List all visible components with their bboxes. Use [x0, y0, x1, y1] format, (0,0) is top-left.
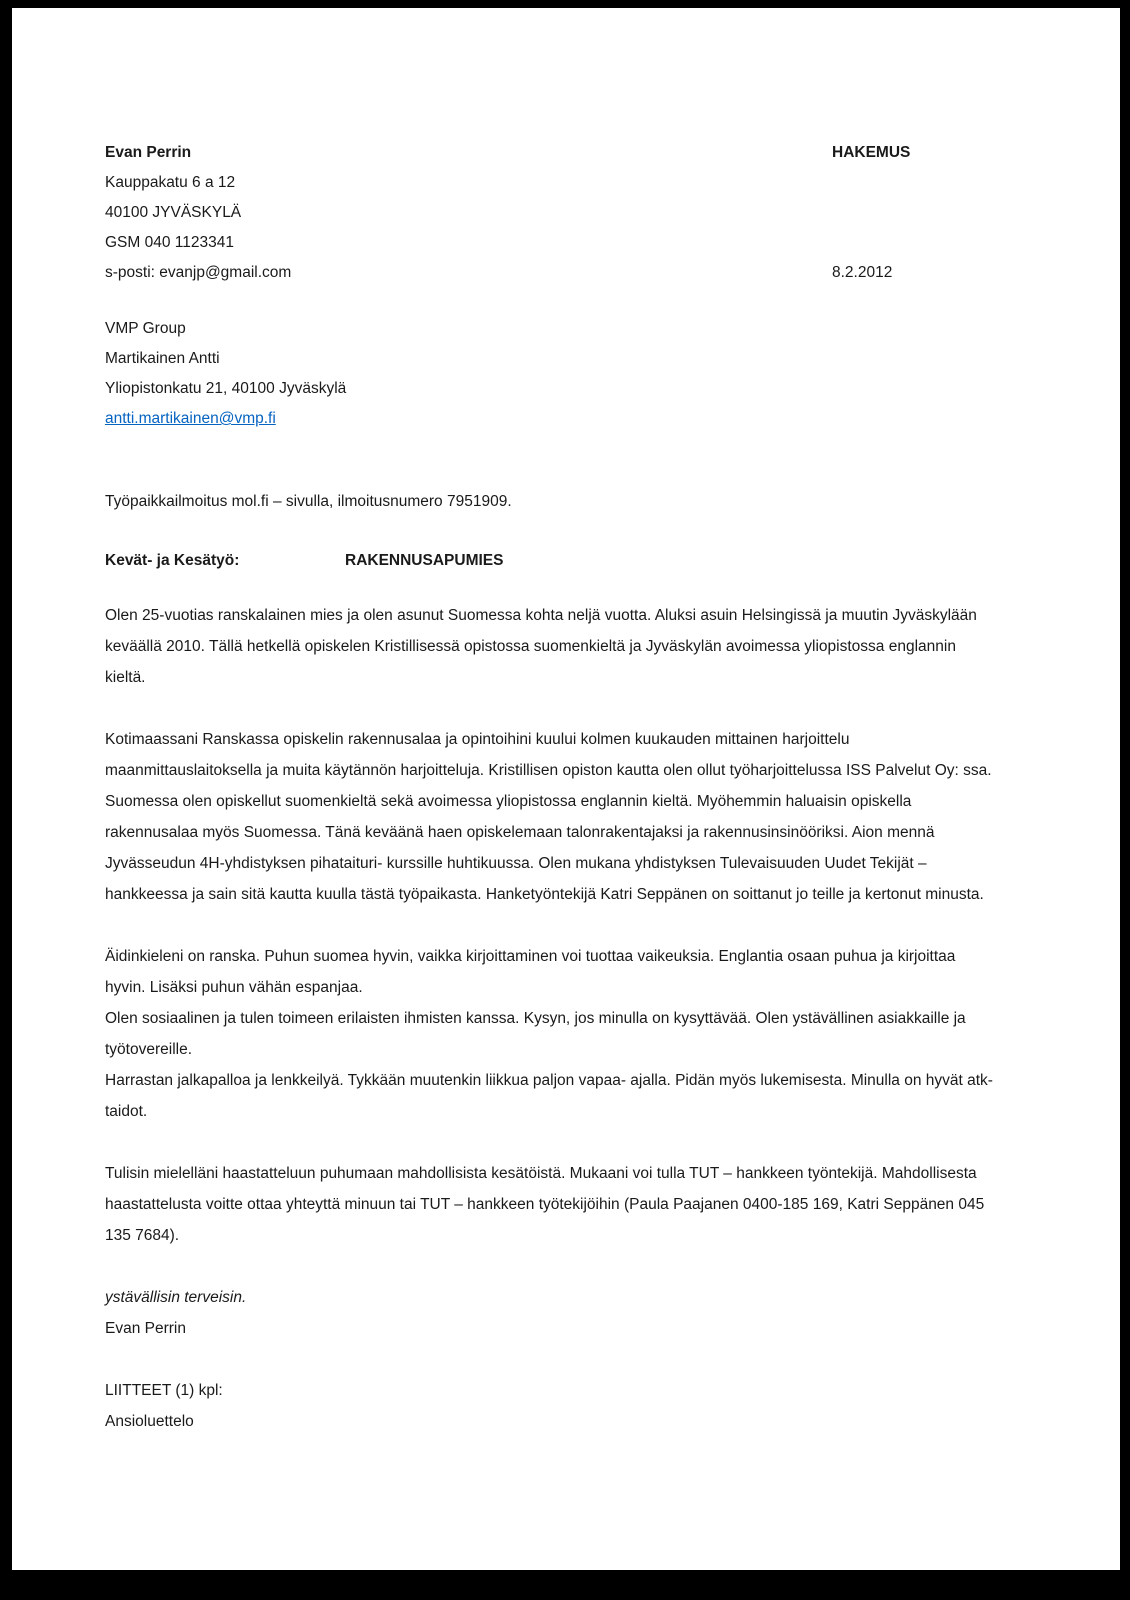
attachment-item: Ansioluettelo	[105, 1413, 194, 1430]
attachments-block	[105, 1375, 1000, 1437]
paragraph-text: Äidinkieleni on ranska. Puhun suomea hyvin, vaikka kirjoittaminen voi tuottaa vaikeuksia. Englantia osaan puhua ja kirjoittaa hyvin. Lisäksi puhun vähän espanjaa.	[105, 948, 956, 996]
paragraph-text: Kotimaassani Ranskassa opiskelin rakennusalaa ja opintoihini kuului kolmen kuukauden mittainen harjoittelu maanmittauslaitoksella ja muita käytännön harjoitteluja. Kristillisen opiston kautta olen ollut työharjoittelussa ISS Palvelut Oy: ssa. Suomessa olen opiskellut suomenkieltä sekä avoimessa yliopistossa englannin kieltä. Myöhemmin haluaisin opiskella rakennusalaa myös Suomessa. Tänä keväänä haen opiskelemaan talonrakentajaksi ja rakennusinsinööriksi. Aion mennä Jyvässeudun 4H-yhdistyksen pihataituri- kurssille huhtikuussa. Olen mukana yhdistyksen Tulevaisuuden Uudet Tekijät – hankkeessa ja sain sitä kautta kuulla tästä työpaikasta. Hanketyöntekijä Katri Seppänen on soittanut jo teille ja kertonut minusta.	[105, 731, 992, 903]
recipient-address: Yliopistonkatu 21, 40100 Jyväskylä	[105, 380, 347, 397]
paragraph-interview	[105, 1158, 1000, 1251]
letter-page	[12, 8, 1120, 1570]
letter-content	[105, 138, 1000, 1437]
attachments-label: LIITTEET (1) kpl:	[105, 1382, 223, 1399]
paragraph-text: Harrastan jalkapalloa ja lenkkeilyä. Tykkään muutenkin liikkua paljon vapaa- ajalla. Pidän myös lukemisesta. Minulla on hyvät atk-taidot.	[105, 1072, 993, 1120]
recipient-email-link[interactable]: antti.martikainen@vmp.fi	[105, 410, 276, 427]
document-date: 8.2.2012	[832, 264, 893, 281]
subject-title: RAKENNUSAPUMIES	[345, 552, 504, 569]
recipient-block	[105, 314, 1000, 434]
paragraph-text: Olen 25-vuotias ranskalainen mies ja olen asunut Suomessa kohta neljä vuotta. Aluksi asuin Helsingissä ja muutin Jyväskylään keväällä 2010. Tällä hetkellä opiskelen Kristillisessä opistossa suomenkieltä ja Jyväskylän avoimessa yliopistossa englannin kieltä.	[105, 607, 977, 686]
job-reference-line: Työpaikkailmoitus mol.fi – sivulla, ilmoitusnumero 7951909.	[105, 493, 512, 510]
subject-line	[105, 545, 1000, 576]
paragraph-intro	[105, 600, 1000, 693]
paragraph-background	[105, 724, 1000, 910]
sender-phone: GSM 040 1123341	[105, 234, 234, 251]
closing-block	[105, 1282, 1000, 1344]
letter-header	[105, 138, 1000, 288]
sender-address-line1: Kauppakatu 6 a 12	[105, 174, 236, 191]
recipient-contact: Martikainen Antti	[105, 350, 220, 367]
closing-salutation: ystävällisin terveisin.	[105, 1289, 247, 1306]
subject-label: Kevät- ja Kesätyö:	[105, 552, 240, 569]
sender-name: Evan Perrin	[105, 144, 192, 161]
paragraph-skills	[105, 941, 1000, 1127]
sender-address-line2: 40100 JYVÄSKYLÄ	[105, 204, 242, 221]
paragraph-text: Tulisin mielelläni haastatteluun puhumaan mahdollisista kesätöistä. Mukaani voi tulla TUT – hankkeen työntekijä. Mahdollisesta haastattelusta voitte ottaa yhteyttä minuun tai TUT – hankkeen työtekijöihin (Paula Paajanen 0400-185 169, Katri Seppänen 045 135 7684).	[105, 1165, 985, 1244]
paragraph-text: Olen sosiaalinen ja tulen toimeen erilaisten ihmisten kanssa. Kysyn, jos minulla on kysyttävää. Olen ystävällinen asiakkaille ja työtovereille.	[105, 1010, 966, 1058]
document-type-label: HAKEMUS	[832, 144, 911, 161]
signature-name: Evan Perrin	[105, 1320, 186, 1337]
recipient-company: VMP Group	[105, 320, 186, 337]
sender-email: s-posti: evanjp@gmail.com	[105, 264, 292, 281]
